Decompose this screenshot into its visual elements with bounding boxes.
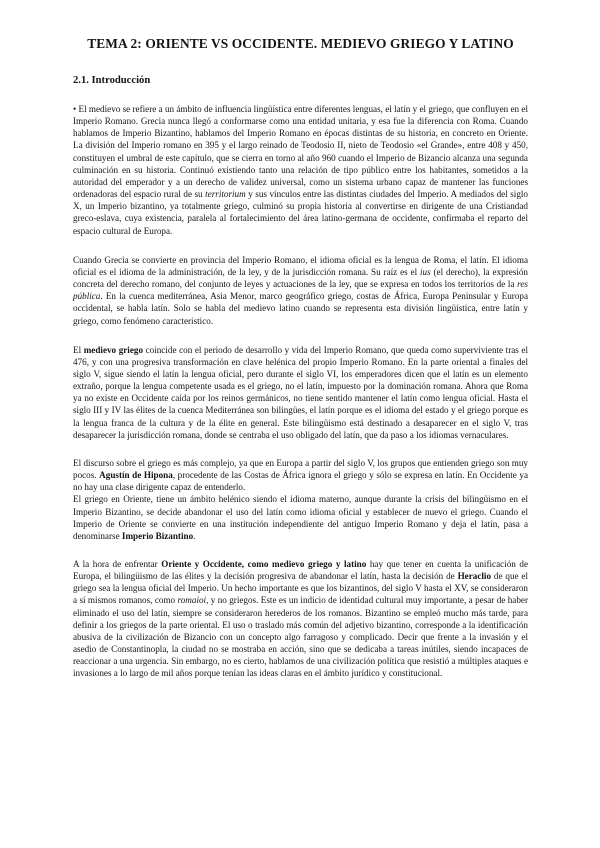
section-heading: 2.1. Introducción [73, 75, 151, 86]
term-imperio-bizantino: Imperio Bizantino [121, 530, 194, 541]
greek-term-romaioi: romaioi [177, 595, 207, 606]
latin-term-ius: ius [420, 266, 431, 277]
bullet-marker: • [73, 104, 77, 114]
latin-term-territorium: territorium [205, 189, 246, 200]
term-medievo-griego: medievo griego [83, 344, 144, 355]
paragraph-medievo-griego: El medievo griego coincide con el periodo de desarrollo y vida del Imperio Romano, que queda como superviviente tras el 476, y con una progresiva transformación en clave helénica del propio Imperio Romano. En la parte oriental a finales del siglo V, sigue siendo el latín la lengua oficial, pero durante el siglo VI, los emperadores dicen que el latín es un elemento extraño, porque la lengua competente usada es el griego, no el latín, impuesto por la dominación romana. Ahora que Roma ya no existe en Occidente caída por los reinos germánicos, no tiene sentido mantener el latín como lengua oficial. Hasta el siglo III y IV las élites de la cuenca Mediterránea son bilingües, el latín porque es el idioma del estado y el griego porque es la lengua franca de la cultura y de la élite en general. Este bilingüismo está destinado a desaparecer en el siglo V, tras desaparecer la jurisdicción romana, donde se centraba el uso obligado del latín, que da paso a los idiomas vernaculares. [73, 344, 529, 440]
term-heraclio: Heraclio [457, 571, 492, 582]
latin-term-res-publica: res pública [73, 279, 528, 302]
paragraph-latin-official-language: Cuando Grecia se convierte en provincia del Imperio Romano, el idioma oficial es la lengua de Roma, el latín. El idioma oficial es el idioma de la administración, de la ley, y de la jurisdicción romana. Su raíz es el ius (el derecho), la expresión concreta del derecho romano, del conjunto de leyes y actuaciones de la ley, que se expresa en todos los territorios de la res pública. En la cuenca mediterránea, Asia Menor, marco geográfico griego, costas de África, Europa Peninsular y Europa occidental, se habla latín. Solo se habla del medievo latino cuando se representa esta división lingüística, entre latín y griego, como fenómeno característico. [73, 254, 528, 326]
paragraph-introduction: • El medievo se refiere a un ámbito de influencia lingüística entre diferentes lenguas, el latín y el griego, que confluyen en el Imperio Romano. Grecia nunca llegó a conformarse como una entidad unitaria, y esa fue la diferencia con Roma. Cuando hablamos de Imperio Bizantino, hablamos del Imperio Romano en épocas distintas de su historia, en concreto en Oriente. La división del Imperio romano en 395 y el largo reinado de Teodosio II, nieto de Teodosio «el Grande», entre 408 y 450, constituyen el umbral de este capítulo, que se cierra en torno al año 960 cuando el Imperio de Bizancio alcanza una segunda culminación en su historia. Continuó existiendo tanto una relación de tipo público entre los habitantes, sometidos a la autoridad del emperador y a un derecho de validez universal, como un sistema urbano capaz de mantener las funciones ordenadoras del espacio rural de su territorium y sus vínculos entre las distintas ciudades del Imperio. A mediados del siglo X, un Imperio bizantino, ya totalmente griego, culminó su propia historia al convertirse en dirigente de una Cristiandad greco-eslava, cuya existencia, paralela al fortalecimiento del área latino-germana de occidente, confirmaba el reparto del espacio cultural de Europa. [73, 104, 528, 236]
term-agustin-de-hipona: Agustín de Hipona [99, 470, 173, 481]
document-title: TEMA 2: ORIENTE VS OCCIDENTE. MEDIEVO GRIEGO Y LATINO [87, 36, 514, 51]
term-oriente-occidente: Oriente y Occidente, como medievo griego y latino [161, 559, 367, 569]
paragraph-greek-in-orient: El griego en Oriente, tiene un ámbito helénico siendo el idioma materno, aunque durante la crisis del bilingüismo en el Imperio Bizantino, se decide abandonar el uso del latín como idioma oficial y establecer de nuevo el griego. Cuando el Imperio de Oriente se convierte en una institución independiente del antiguo Imperio Romano y deja el latín, pasa a denominarse Imperio Bizantino. [73, 494, 528, 541]
paragraph-oriente-occidente: A la hora de enfrentar Oriente y Occidente, como medievo griego y latino hay que tener en cuenta la unificación de Europa, el bilingüismo de las élites y la decisión progresiva de abandonar el latín, hasta la decisión de Heraclio de que el griego sea la lengua oficial del Imperio. Un hecho importante es que los bizantinos, del siglo V hasta el XV, se consideraron a sí mismos romanos, como romaioi, y no griegos. Este es un indicio de identidad cultural muy importante, a pesar de haber eliminado el uso del latín, siempre se consideraron herederos de los romanos. Bizantino se empleó mucho más tarde, para definir a los griegos de la parte oriental. El uso o traslado más común del adjetivo bizantino, corresponde a la identificación abusiva de la civilización de Bizancio con un concepto algo farragoso y complicado. Decir que frente a la invasión y el asedio de Constantinopla, la ciudad no se mostraba en acción, sino que se dedicaba a tareas inútiles, siendo incapaces de reaccionar a una urgencia. Sin embargo, no es cierto, hablamos de una civilización política que resistió a múltiples ataques e invasiones a lo largo de mil años porque tenían las ideas claras en el ámbito jurídico y constitucional. [73, 559, 529, 679]
paragraph-greek-discourse: El discurso sobre el griego es más complejo, ya que en Europa a partir del siglo V, los grupos que entienden griego son muy pocos. Agustín de Hipona, procedente de las Costas de África ignora el griego y sólo se expresa en latín. En Occidente ya no hay una clase dirigente capaz de entenderlo. [73, 457, 528, 493]
